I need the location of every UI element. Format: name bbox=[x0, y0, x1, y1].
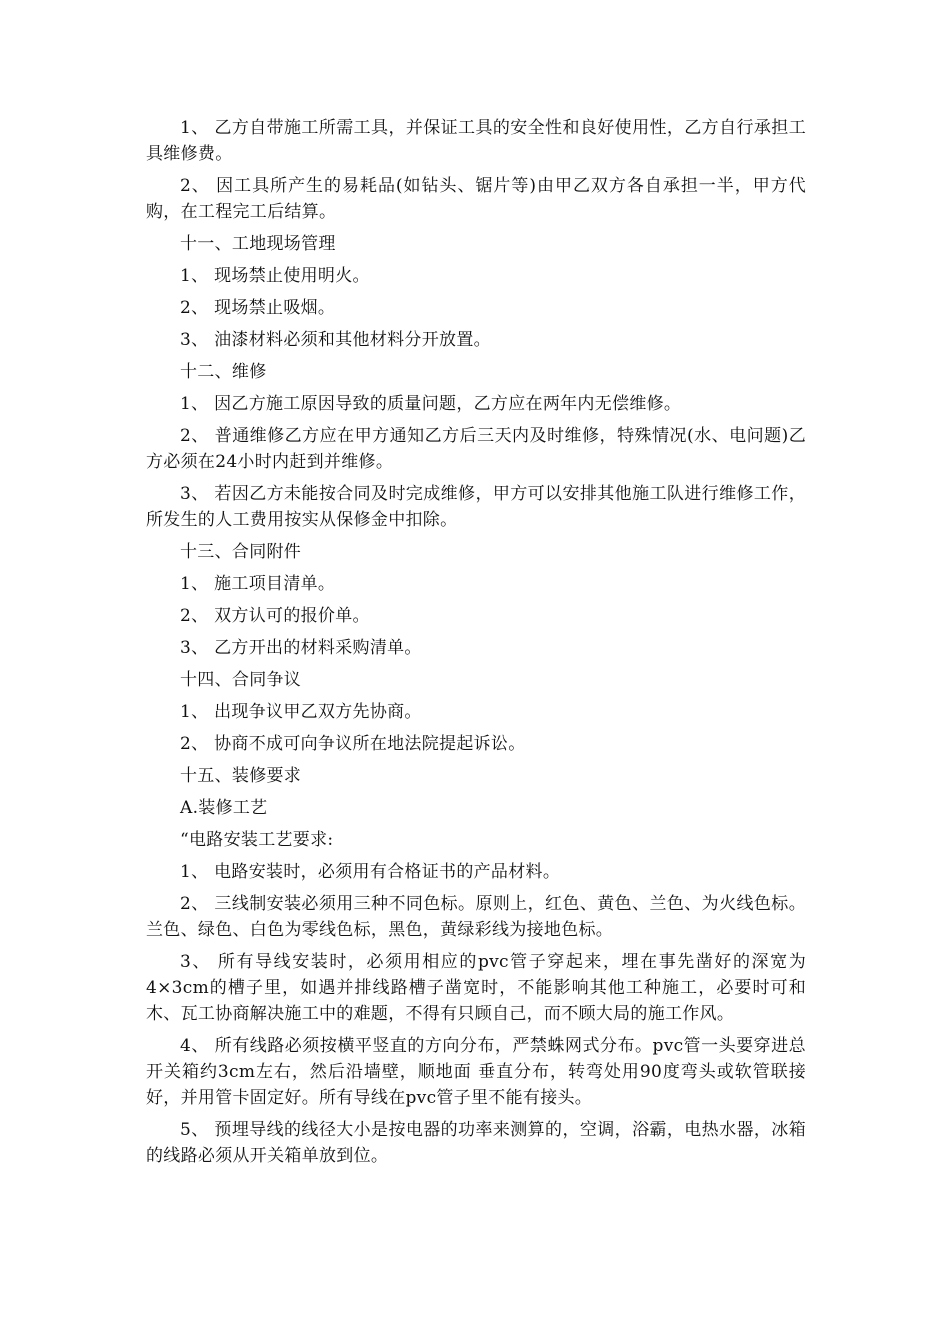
paragraph-attachment-2: 2、 双方认可的报价单。 bbox=[180, 606, 370, 626]
subsection-heading-a: A.装修工艺 bbox=[180, 798, 268, 818]
paragraph-tools-1: 1、 乙方自带施工所需工具，并保证工具的安全性和良好使用性，乙方自行承担工具维修费。 bbox=[146, 118, 806, 164]
paragraph-electrical-3: 3、 所有导线安装时，必须用相应的pvc管子穿起来，埋在事先凿好的深宽为4×3cm的槽子里，如遇并排线路槽子凿宽时，不能影响其他工种施工，必要时可和木、瓦工协商解决施工中的难题，不得有只顾自己，而不顾大局的施工作风。 bbox=[146, 952, 806, 1024]
paragraph-site-1: 1、 现场禁止使用明火。 bbox=[180, 266, 370, 286]
section-heading-12: 十二、维修 bbox=[180, 362, 267, 382]
paragraph-electrical-4: 4、 所有线路必须按横平竖直的方向分布，严禁蛛网式分布。pvc管一头要穿进总开关箱约3cm左右，然后沿墙壁，顺地面 垂直分布，转弯处用90度弯头或软管联接好，并用管卡固定好。所有导线在pvc管子里不能有接头。 bbox=[146, 1036, 806, 1108]
section-heading-15: 十五、装修要求 bbox=[180, 766, 302, 786]
paragraph-dispute-1: 1、 出现争议甲乙双方先协商。 bbox=[180, 702, 422, 722]
section-heading-14: 十四、合同争议 bbox=[180, 670, 302, 690]
paragraph-tools-2: 2、 因工具所产生的易耗品(如钻头、锯片等)由甲乙双方各自承担一半，甲方代购，在工程完工后结算。 bbox=[146, 176, 806, 222]
paragraph-repair-2: 2、 普通维修乙方应在甲方通知乙方后三天内及时维修，特殊情况(水、电问题)乙方必须在24小时内赶到并维修。 bbox=[146, 426, 806, 472]
paragraph-electrical-2: 2、 三线制安装必须用三种不同色标。原则上，红色、黄色、兰色、为火线色标。兰色、绿色、白色为零线色标，黑色，黄绿彩线为接地色标。 bbox=[146, 894, 806, 940]
paragraph-site-3: 3、 油漆材料必须和其他材料分开放置。 bbox=[180, 330, 491, 350]
paragraph-electrical-1: 1、 电路安装时，必须用有合格证书的产品材料。 bbox=[180, 862, 561, 882]
paragraph-attachment-3: 3、 乙方开出的材料采购清单。 bbox=[180, 638, 422, 658]
paragraph-attachment-1: 1、 施工项目清单。 bbox=[180, 574, 336, 594]
paragraph-repair-3: 3、 若因乙方未能按合同及时完成维修，甲方可以安排其他施工队进行维修工作，所发生的人工费用按实从保修金中扣除。 bbox=[146, 484, 806, 530]
paragraph-electrical-5: 5、 预埋导线的线径大小是按电器的功率来测算的，空调，浴霸，电热水器，冰箱的线路必须从开关箱单放到位。 bbox=[146, 1120, 806, 1166]
document-body bbox=[146, 115, 806, 1175]
paragraph-dispute-2: 2、 协商不成可向争议所在地法院提起诉讼。 bbox=[180, 734, 526, 754]
paragraph-repair-1: 1、 因乙方施工原因导致的质量问题，乙方应在两年内无偿维修。 bbox=[180, 394, 682, 414]
paragraph-site-2: 2、 现场禁止吸烟。 bbox=[180, 298, 336, 318]
subsection-heading-electrical: “电路安装工艺要求: bbox=[180, 830, 334, 850]
section-heading-13: 十三、合同附件 bbox=[180, 542, 302, 562]
section-heading-11: 十一、工地现场管理 bbox=[180, 234, 336, 254]
